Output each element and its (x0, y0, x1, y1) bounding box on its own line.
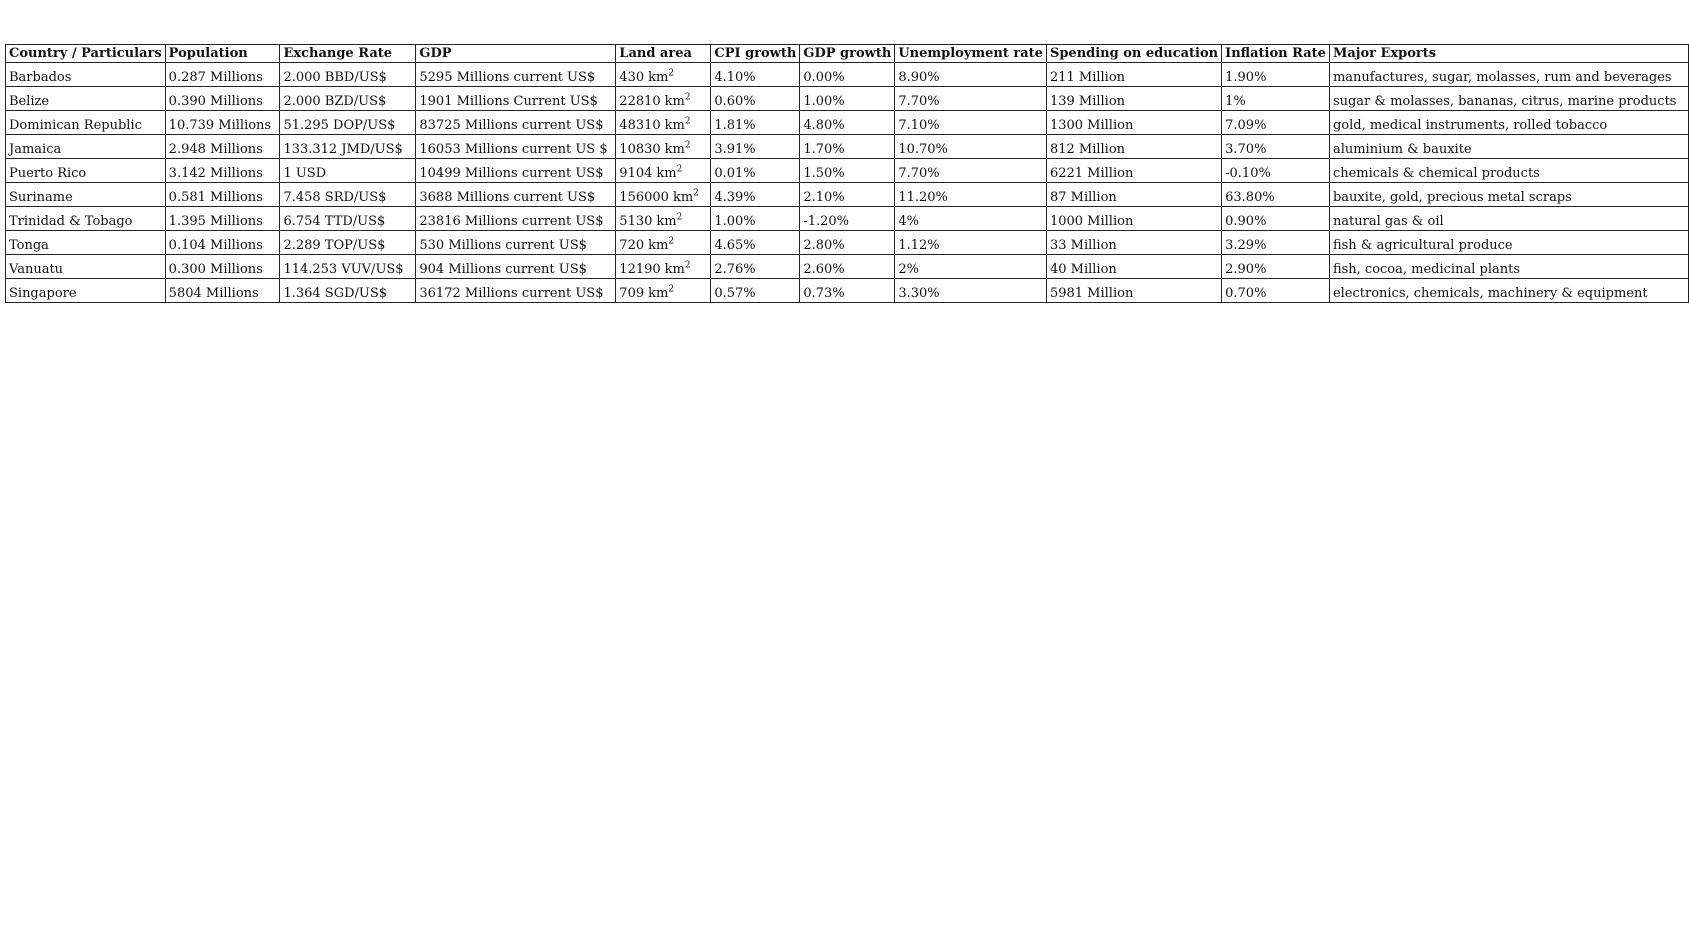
area-unit-power: 2 (684, 260, 691, 271)
table-cell (616, 87, 711, 111)
table-cell (616, 279, 711, 303)
table-cell: Dominican Republic (6, 111, 166, 135)
table-body (6, 63, 1689, 303)
table-cell: Barbados (6, 63, 166, 87)
table-row (6, 159, 1689, 183)
table-cell: -0.10% (1222, 159, 1330, 183)
table-cell: 7.10% (895, 111, 1047, 135)
land-area-value: 156000 (619, 190, 669, 205)
table-cell: 211 Million (1046, 63, 1221, 87)
table-cell: 0.01% (711, 159, 800, 183)
area-unit-power: 2 (668, 284, 675, 295)
area-unit-power: 2 (668, 236, 675, 247)
table-cell: 2.948 Millions (165, 135, 280, 159)
table-cell: 530 Millions current US$ (416, 231, 616, 255)
column-header: Exchange Rate (280, 45, 416, 63)
table-cell (616, 63, 711, 87)
table-cell: aluminium & bauxite (1329, 135, 1688, 159)
table-cell: 1.395 Millions (165, 207, 280, 231)
column-header: Population (165, 45, 280, 63)
table-cell: bauxite, gold, precious metal scraps (1329, 183, 1688, 207)
area-unit-power: 2 (676, 164, 683, 175)
area-unit: km (656, 166, 677, 181)
table-cell: fish & agricultural produce (1329, 231, 1688, 255)
table-cell: 10.70% (895, 135, 1047, 159)
table-cell: 7.70% (895, 159, 1047, 183)
table-cell: 5981 Million (1046, 279, 1221, 303)
column-header: Land area (616, 45, 711, 63)
table-row (6, 279, 1689, 303)
table-cell: Trinidad & Tobago (6, 207, 166, 231)
table-cell: 3.30% (895, 279, 1047, 303)
table-cell: Singapore (6, 279, 166, 303)
area-unit-power: 2 (684, 140, 691, 151)
column-header: Major Exports (1329, 45, 1688, 63)
land-area-value: 430 (619, 70, 645, 85)
area-unit-power: 2 (676, 212, 683, 223)
header-row (6, 45, 1689, 63)
table-cell: Belize (6, 87, 166, 111)
column-header: GDP (416, 45, 616, 63)
table-cell: 3.70% (1222, 135, 1330, 159)
column-header: Spending on education (1046, 45, 1221, 63)
table-cell (616, 231, 711, 255)
land-area-value: 48310 (619, 118, 661, 133)
table-cell (616, 135, 711, 159)
land-area-value: 22810 (619, 94, 661, 109)
table-cell: 4.80% (800, 111, 895, 135)
table-cell: 51.295 DOP/US$ (280, 111, 416, 135)
table-cell: 0.581 Millions (165, 183, 280, 207)
land-area-value: 10830 (619, 142, 661, 157)
land-area-value: 5130 (619, 214, 653, 229)
table-cell: 2.000 BZD/US$ (280, 87, 416, 111)
table-cell: Puerto Rico (6, 159, 166, 183)
table-cell: chemicals & chemical products (1329, 159, 1688, 183)
table-cell: 1.70% (800, 135, 895, 159)
table-cell: 87 Million (1046, 183, 1221, 207)
table-cell: 0.00% (800, 63, 895, 87)
table-cell: 2.000 BBD/US$ (280, 63, 416, 87)
table-cell: 1901 Millions Current US$ (416, 87, 616, 111)
area-unit: km (664, 262, 685, 277)
column-header: CPI growth (711, 45, 800, 63)
table-cell: 2.10% (800, 183, 895, 207)
table-cell: 11.20% (895, 183, 1047, 207)
table-cell: 63.80% (1222, 183, 1330, 207)
table-cell: 33 Million (1046, 231, 1221, 255)
table-cell: 6221 Million (1046, 159, 1221, 183)
table-cell: 5804 Millions (165, 279, 280, 303)
table-cell: 40 Million (1046, 255, 1221, 279)
table-cell: gold, medical instruments, rolled tobacco (1329, 111, 1688, 135)
area-unit-power: 2 (693, 188, 699, 199)
area-unit-power: 2 (668, 68, 675, 79)
table-cell: 1.50% (800, 159, 895, 183)
table-cell: 1.81% (711, 111, 800, 135)
table-cell: 1.364 SGD/US$ (280, 279, 416, 303)
table-cell: 133.312 JMD/US$ (280, 135, 416, 159)
table-cell: 2.76% (711, 255, 800, 279)
table-cell: 2.90% (1222, 255, 1330, 279)
table-cell: 139 Million (1046, 87, 1221, 111)
table-cell: 5295 Millions current US$ (416, 63, 616, 87)
table-cell: 4% (895, 207, 1047, 231)
table-cell: 7.458 SRD/US$ (280, 183, 416, 207)
table-cell: 1 USD (280, 159, 416, 183)
table-row (6, 255, 1689, 279)
area-unit: km (672, 190, 694, 205)
table-row (6, 63, 1689, 87)
table-cell: 1% (1222, 87, 1330, 111)
table-cell: 4.10% (711, 63, 800, 87)
area-unit-power: 2 (684, 116, 691, 127)
table-cell: fish, cocoa, medicinal plants (1329, 255, 1688, 279)
table-cell: 1000 Million (1046, 207, 1221, 231)
column-header: Country / Particulars (6, 45, 166, 63)
table-cell: Tonga (6, 231, 166, 255)
table-cell: 7.70% (895, 87, 1047, 111)
table-cell: 0.73% (800, 279, 895, 303)
land-area-value: 12190 (619, 262, 661, 277)
table-row (6, 135, 1689, 159)
table-cell: sugar & molasses, bananas, citrus, marine products (1329, 87, 1688, 111)
column-header: GDP growth (800, 45, 895, 63)
area-unit: km (664, 142, 685, 157)
table-cell (616, 111, 711, 135)
table-cell: 3.91% (711, 135, 800, 159)
table-cell: 904 Millions current US$ (416, 255, 616, 279)
table-cell: Jamaica (6, 135, 166, 159)
table-cell: natural gas & oil (1329, 207, 1688, 231)
table-cell: 1300 Million (1046, 111, 1221, 135)
area-unit: km (664, 94, 685, 109)
table-cell: Vanuatu (6, 255, 166, 279)
table-cell: 6.754 TTD/US$ (280, 207, 416, 231)
table-cell: 0.57% (711, 279, 800, 303)
table-cell (616, 255, 711, 279)
table-cell: Suriname (6, 183, 166, 207)
table-cell: 0.70% (1222, 279, 1330, 303)
table-cell (616, 207, 711, 231)
table-cell: manufactures, sugar, molasses, rum and beverages (1329, 63, 1688, 87)
table-cell: 0.390 Millions (165, 87, 280, 111)
area-unit: km (648, 70, 669, 85)
area-unit: km (656, 214, 677, 229)
table-cell: 7.09% (1222, 111, 1330, 135)
table-cell: 2.289 TOP/US$ (280, 231, 416, 255)
table-cell: 812 Million (1046, 135, 1221, 159)
table-cell: 0.90% (1222, 207, 1330, 231)
table-cell (616, 159, 711, 183)
table-cell: 83725 Millions current US$ (416, 111, 616, 135)
table-cell: 16053 Millions current US $ (416, 135, 616, 159)
country-comparison-table (5, 44, 1689, 303)
table-cell: 1.90% (1222, 63, 1330, 87)
table-cell: 0.60% (711, 87, 800, 111)
table-row (6, 183, 1689, 207)
table-cell: 114.253 VUV/US$ (280, 255, 416, 279)
column-header: Inflation Rate (1222, 45, 1330, 63)
table-cell: 1.00% (800, 87, 895, 111)
table-cell: 0.104 Millions (165, 231, 280, 255)
column-header: Unemployment rate (895, 45, 1047, 63)
table-row (6, 111, 1689, 135)
table-cell: 3688 Millions current US$ (416, 183, 616, 207)
table-cell: 0.300 Millions (165, 255, 280, 279)
table-cell: 1.12% (895, 231, 1047, 255)
table-row (6, 231, 1689, 255)
land-area-value: 9104 (619, 166, 653, 181)
table-cell: 10499 Millions current US$ (416, 159, 616, 183)
table-cell: 3.29% (1222, 231, 1330, 255)
land-area-value: 709 (619, 286, 645, 301)
data-sheet (5, 44, 1689, 303)
table-cell: 8.90% (895, 63, 1047, 87)
table-row (6, 207, 1689, 231)
table-cell: 36172 Millions current US$ (416, 279, 616, 303)
table-cell: 4.65% (711, 231, 800, 255)
area-unit: km (648, 286, 669, 301)
table-cell: 0.287 Millions (165, 63, 280, 87)
table-cell: 2% (895, 255, 1047, 279)
table-cell: 2.60% (800, 255, 895, 279)
table-cell: -1.20% (800, 207, 895, 231)
table-cell: 23816 Millions current US$ (416, 207, 616, 231)
table-cell (616, 183, 711, 207)
table-cell: 3.142 Millions (165, 159, 280, 183)
area-unit: km (648, 238, 669, 253)
table-row (6, 87, 1689, 111)
table-cell: 10.739 Millions (165, 111, 280, 135)
table-cell: 2.80% (800, 231, 895, 255)
table-cell: 4.39% (711, 183, 800, 207)
land-area-value: 720 (619, 238, 645, 253)
area-unit: km (664, 118, 685, 133)
table-cell: 1.00% (711, 207, 800, 231)
area-unit-power: 2 (684, 92, 691, 103)
table-cell: electronics, chemicals, machinery & equipment (1329, 279, 1688, 303)
